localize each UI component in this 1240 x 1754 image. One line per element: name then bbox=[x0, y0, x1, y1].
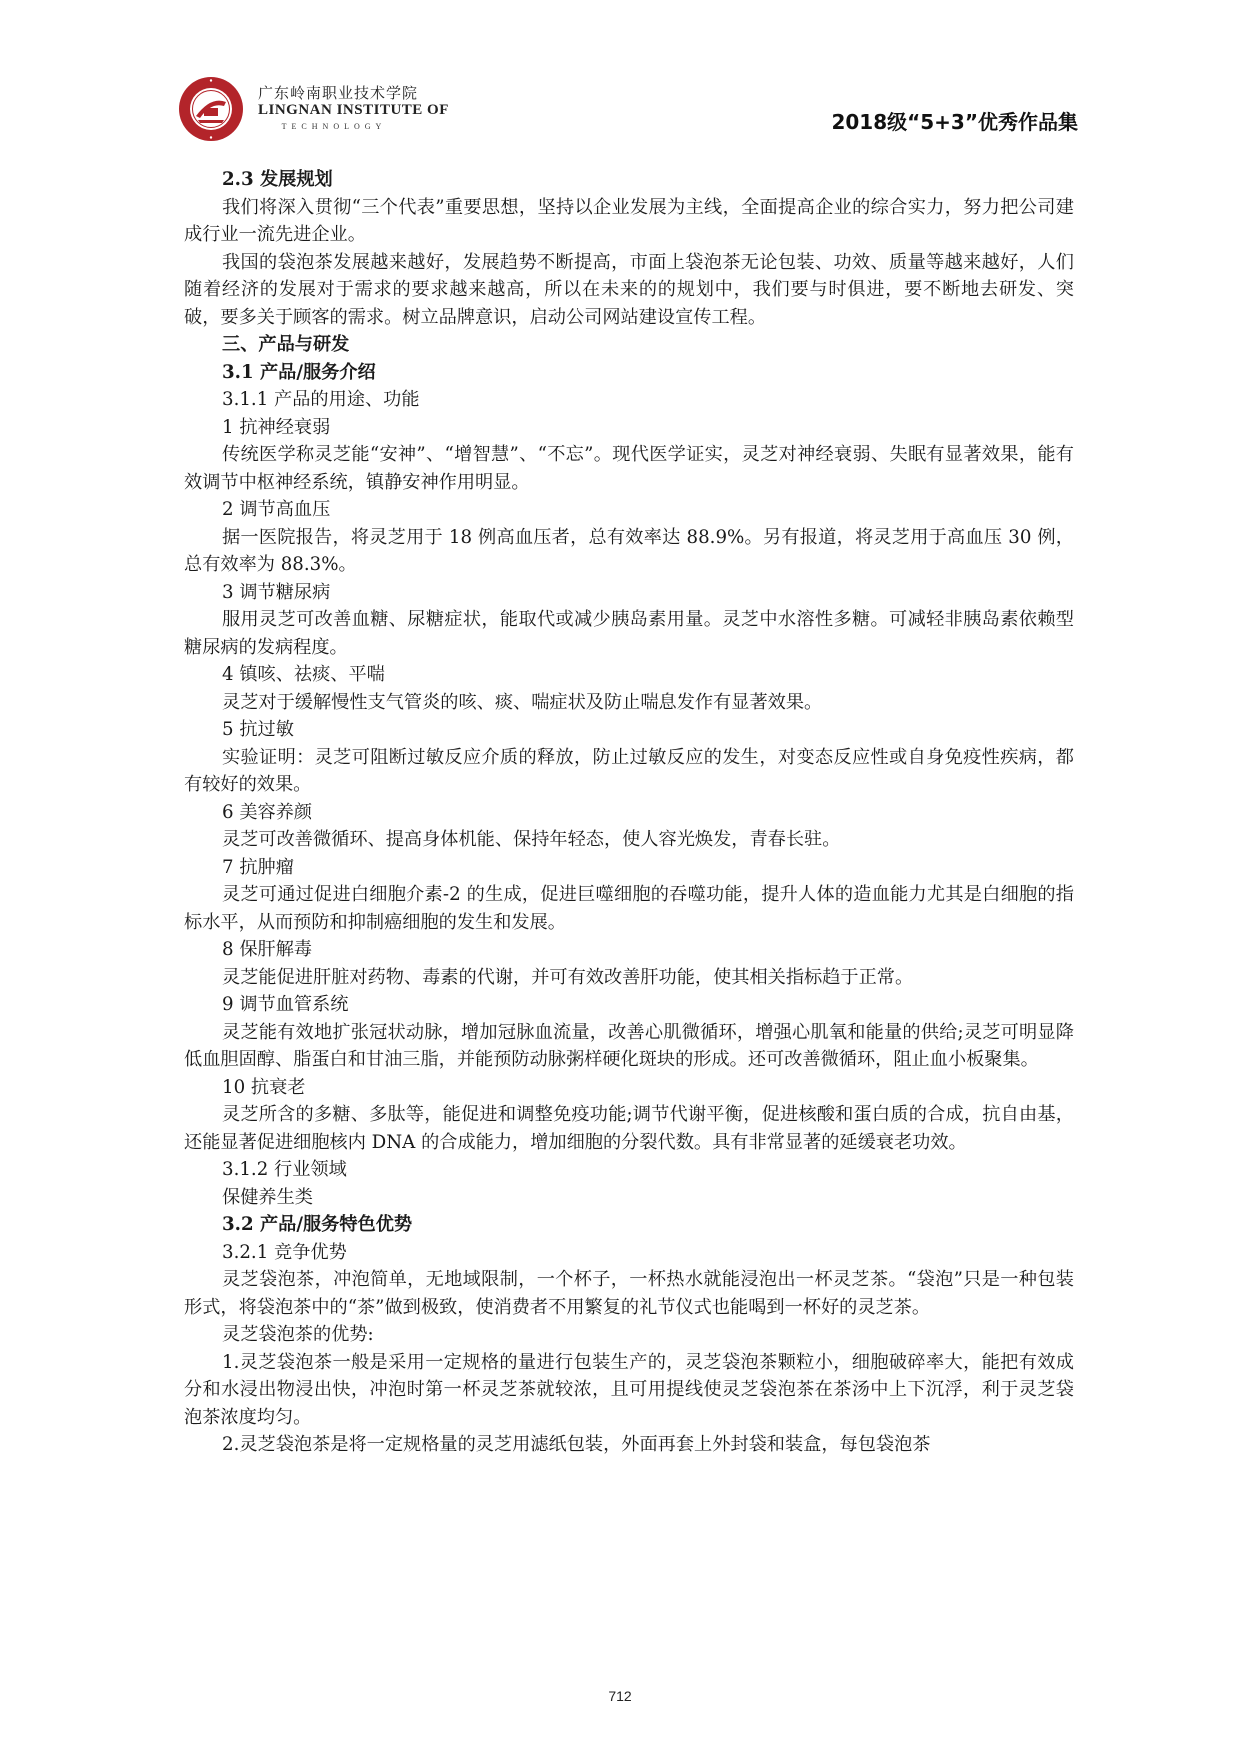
paragraph: 3 调节糖尿病 bbox=[222, 581, 331, 603]
paragraph: 10 抗衰老 bbox=[222, 1076, 306, 1098]
school-name-en-line2: TECHNOLOGY bbox=[281, 122, 387, 131]
page-number: 712 bbox=[608, 1688, 632, 1704]
paragraph: 3.2.1 竞争优势 bbox=[222, 1241, 347, 1263]
paragraph: 实验证明：灵芝可阻断过敏反应介质的释放，防止过敏反应的发生，对变态反应性或自身免疫性疾病，都有较好的效果。 bbox=[184, 746, 1074, 795]
collection-title: 2018级“5+3”优秀作品集 bbox=[831, 110, 1078, 134]
paragraph: 保健养生类 bbox=[222, 1186, 313, 1208]
school-name-cn: 广东岭南职业技术学院 bbox=[258, 84, 419, 102]
paragraph: 灵芝袋泡茶的优势: bbox=[222, 1324, 374, 1345]
paragraph: 传统医学称灵芝能“安神”、“增智慧”、“不忘”。现代医学证实，灵芝对神经衰弱、失眠有显著效果，能有效调节中枢神经系统，镇静安神作用明显。 bbox=[184, 444, 1074, 493]
paragraph: 1.灵芝袋泡茶一般是采用一定规格的量进行包装生产的，灵芝袋泡茶颗粒小，细胞破碎率大，能把有效成分和水浸出物浸出快，冲泡时第一杯灵芝茶就较浓，且可用提线使灵芝袋泡茶在茶汤中上下沉浮，利于灵芝袋泡茶浓度均匀。 bbox=[184, 1351, 1074, 1428]
paragraph: 我国的袋泡茶发展越来越好，发展趋势不断提高，市面上袋泡茶无论包装、功效、质量等越来越好，人们随着经济的发展对于需求的要求越来越高，所以在未来的的规划中，我们要与时俱进，要不断地去研发、突破，要多关于顾客的需求。树立品牌意识，启动公司网站建设宣传工程。 bbox=[184, 251, 1074, 328]
section-heading: 2.3 发展规划 bbox=[222, 169, 333, 190]
paragraph: 4 镇咳、祛痰、平喘 bbox=[222, 664, 385, 685]
paragraph: 灵芝对于缓解慢性支气管炎的咳、痰、喘症状及防止喘息发作有显著效果。 bbox=[222, 691, 823, 713]
paragraph: 灵芝所含的多糖、多肽等，能促进和调整免疫功能;调节代谢平衡，促进核酸和蛋白质的合成，抗自由基，还能显著促进细胞核内 DNA 的合成能力，增加细胞的分裂代数。具有非常显著的延缓衰老功效。 bbox=[184, 1104, 1074, 1153]
page-header bbox=[178, 76, 1078, 144]
paragraph: 6 美容养颜 bbox=[222, 801, 313, 823]
paragraph: 服用灵芝可改善血糖、尿糖症状，能取代或减少胰岛素用量。灵芝中水溶性多糖。可减轻非胰岛素依赖型糖尿病的发病程度。 bbox=[184, 609, 1074, 658]
paragraph: 9 调节血管系统 bbox=[222, 994, 349, 1015]
paragraph: 2 调节高血压 bbox=[222, 499, 331, 520]
paragraph: 灵芝可改善微循环、提高身体机能、保持年轻态，使人容光焕发，青春长驻。 bbox=[222, 829, 841, 850]
paragraph: 3.1.2 行业领域 bbox=[222, 1159, 347, 1180]
paragraph: 灵芝能促进肝脏对药物、毒素的代谢，并可有效改善肝功能，使其相关指标趋于正常。 bbox=[222, 966, 914, 988]
school-name-en: LINGNAN INSTITUTE OF bbox=[258, 102, 449, 118]
paragraph: 2.灵芝袋泡茶是将一定规格量的灵芝用滤纸包装，外面再套上外封袋和装盒，每包袋泡茶 bbox=[222, 1434, 931, 1455]
paragraph: 灵芝能有效地扩张冠状动脉，增加冠脉血流量，改善心肌微循环，增强心肌氧和能量的供给;灵芝可明显降低血胆固醇、脂蛋白和甘油三脂，并能预防动脉粥样硬化斑块的形成。还可改善微循环，阻止血小板聚集。 bbox=[184, 1021, 1074, 1070]
paragraph: 我们将深入贯彻“三个代表”重要思想，坚持以企业发展为主线，全面提高企业的综合实力，努力把公司建成行业一流先进企业。 bbox=[184, 196, 1074, 245]
section-heading: 三、产品与研发 bbox=[222, 334, 350, 355]
document-body bbox=[184, 166, 1074, 1459]
paragraph: 1 抗神经衰弱 bbox=[222, 416, 331, 438]
school-logo-icon bbox=[178, 76, 244, 142]
paragraph: 8 保肝解毒 bbox=[222, 939, 313, 960]
paragraph: 据一医院报告，将灵芝用于 18 例高血压者，总有效率达 88.9%。另有报道，将灵芝用于高血压 30 例，总有效率为 88.3%。 bbox=[184, 526, 1074, 575]
section-heading: 3.1 产品/服务介绍 bbox=[222, 361, 376, 383]
paragraph: 5 抗过敏 bbox=[222, 719, 294, 740]
section-heading: 3.2 产品/服务特色优势 bbox=[222, 1214, 413, 1235]
paragraph: 灵芝袋泡茶，冲泡简单，无地域限制，一个杯子，一杯热水就能浸泡出一杯灵芝茶。“袋泡”只是一种包装形式，将袋泡茶中的“茶”做到极致，使消费者不用繁复的礼节仪式也能喝到一杯好的灵芝茶。 bbox=[184, 1269, 1074, 1318]
paragraph: 灵芝可通过促进白细胞介素-2 的生成，促进巨噬细胞的吞噬功能，提升人体的造血能力尤其是白细胞的指标水平，从而预防和抑制癌细胞的发生和发展。 bbox=[184, 884, 1074, 933]
paragraph: 3.1.1 产品的用途、功能 bbox=[222, 389, 420, 410]
paragraph: 7 抗肿瘤 bbox=[222, 856, 294, 878]
